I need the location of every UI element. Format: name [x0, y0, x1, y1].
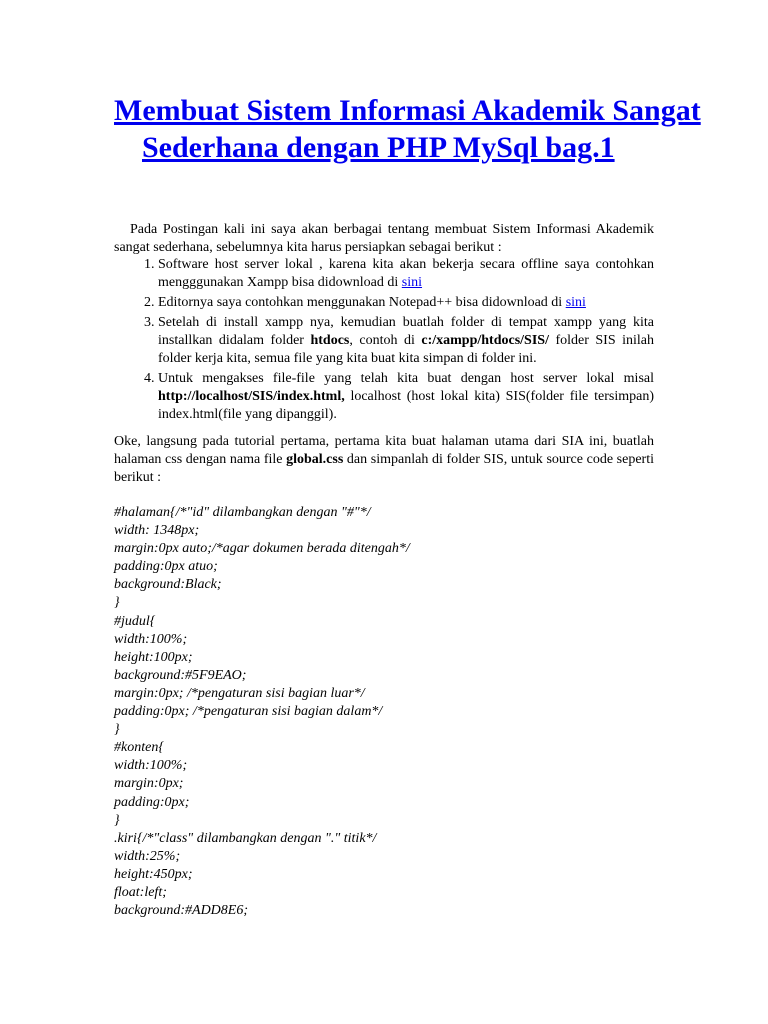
oke-text: Oke, langsung pada tutorial pertama, pertama kita buat halaman utama dari SIA ini, buatlah halaman css dengan nama file: [114, 434, 654, 467]
filename-bold: global.css: [286, 452, 344, 467]
step-4-post: localhost (host lokal kita) SIS(folder file tersimpan) index.html(file yang dipanggil).: [158, 389, 654, 422]
code-line: height:450px;: [114, 866, 193, 882]
post-title-link[interactable]: Membuat Sistem Informasi Akademik Sangat Sederhana dengan PHP MySql bag.1: [114, 94, 701, 164]
code-line: float:left;: [114, 884, 167, 900]
oke-post-text: dan simpanlah di folder SIS, untuk source code seperti berikut :: [114, 452, 654, 485]
code-line: margin:0px;: [114, 776, 184, 792]
code-line: width:100%;: [114, 631, 188, 647]
step-4-text: Untuk mengakses file-file yang telah kita buat dengan host server lokal misal: [158, 371, 654, 386]
code-line: padding:0px;: [114, 794, 190, 810]
steps-list: [114, 256, 654, 426]
path-bold: c:/xampp/htdocs/SIS/: [421, 333, 549, 348]
oke-paragraph: [114, 433, 654, 487]
htdocs-bold: htdocs: [310, 333, 350, 348]
code-line: margin:0px; /*pengaturan sisi bagian luar*/: [114, 685, 365, 701]
code-line: #halaman{/*"id" dilambangkan dengan "#"*/: [114, 505, 371, 520]
code-line: height:100px;: [114, 649, 193, 665]
code-line: .kiri{/*"class" dilambangkan dengan "." titik*/: [114, 830, 377, 846]
intro-paragraph: Pada Postingan kali ini saya akan berbagai tentang membuat Sistem Informasi Akademik sangat sederhana, sebelumnya kita harus persiapkan sebagai berikut :: [114, 222, 654, 255]
xampp-download-link[interactable]: sini: [401, 275, 423, 290]
step-3-mid: , contoh di: [349, 333, 422, 348]
localhost-url-bold: http://localhost/SIS/index.html,: [158, 389, 345, 404]
code-line: padding:0px; /*pengaturan sisi bagian dalam*/: [114, 704, 383, 720]
code-line: padding:0px atuo;: [114, 559, 218, 575]
code-line: width:100%;: [114, 758, 188, 774]
code-line: background:#5F9EAO;: [114, 667, 247, 683]
list-item: [158, 294, 654, 312]
code-line: width: 1348px;: [114, 523, 200, 539]
code-line: }: [114, 722, 120, 738]
list-item: [158, 314, 654, 368]
step-1-text: Software host server lokal , karena kita akan bekerja secara offline saya contohkan mengggunakan Xampp bisa didownload di: [158, 257, 654, 290]
notepad-download-link[interactable]: sini: [565, 295, 586, 310]
code-line: margin:0px auto;/*agar dokumen berada ditengah*/: [114, 541, 410, 557]
step-3-text: Setelah di install xampp nya, kemudian buatlah folder di tempat xampp yang kita installkan didalam folder: [158, 315, 654, 348]
step-2-text: Editornya saya contohkan menggunakan Notepad++ bisa didownload di: [158, 295, 566, 310]
code-line: }: [114, 595, 120, 611]
code-line: #konten{: [114, 740, 164, 756]
list-item: [158, 256, 654, 292]
step-3-post: folder SIS inilah folder kerja kita, semua file yang kita buat kita simpan di folder ini.: [158, 333, 655, 366]
code-line: background:Black;: [114, 577, 222, 593]
code-line: #judul{: [114, 613, 156, 629]
code-line: width:25%;: [114, 848, 181, 864]
code-line: background:#ADD8E6;: [114, 903, 249, 919]
css-code-block: [114, 504, 654, 920]
code-line: }: [114, 812, 120, 828]
list-item: [158, 370, 654, 424]
